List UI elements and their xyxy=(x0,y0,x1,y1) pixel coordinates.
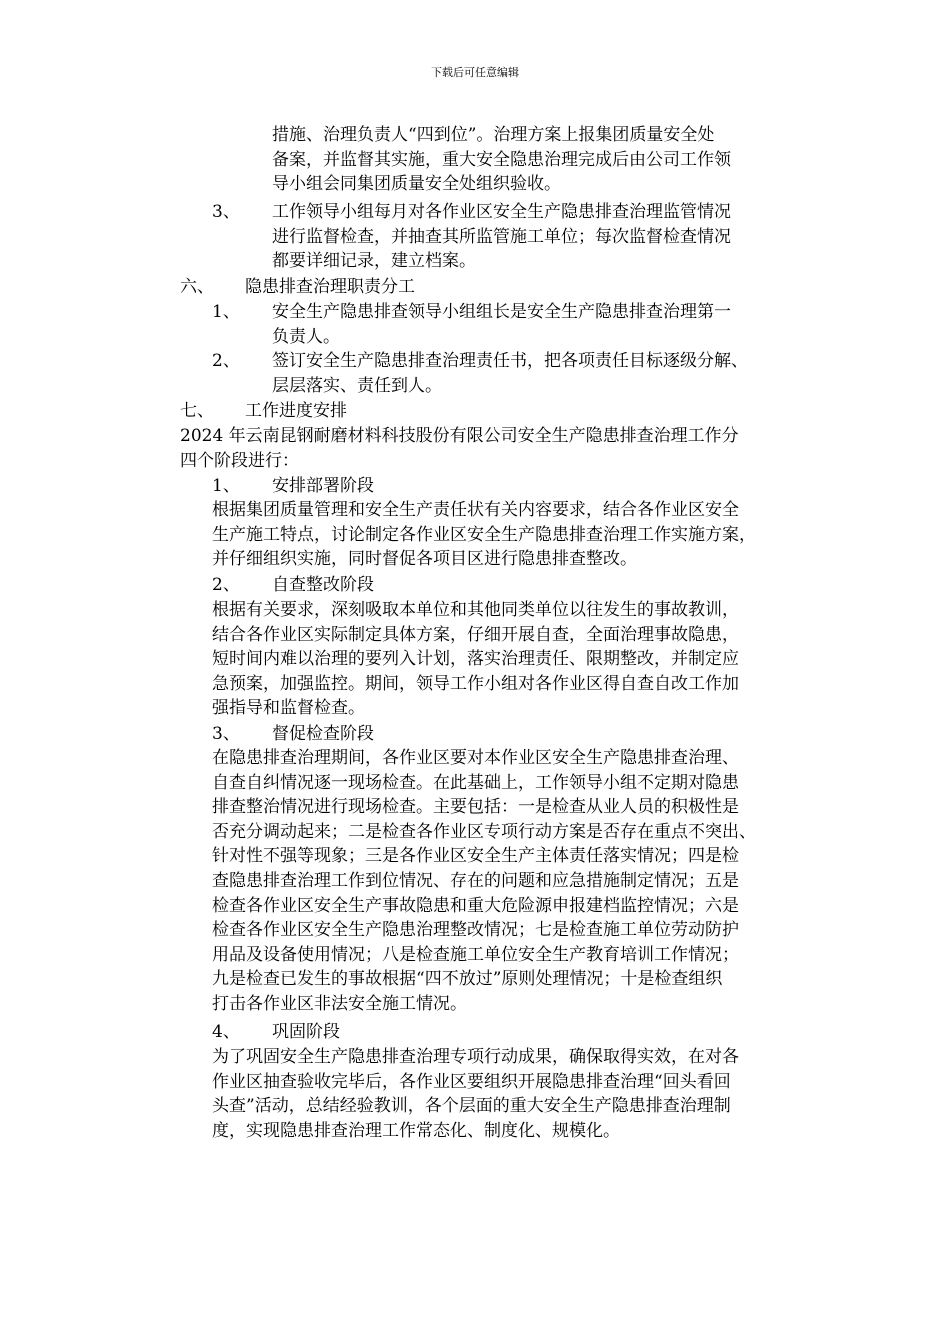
text-line: 为了巩固安全生产隐患排查治理专项行动成果，确保取得实效，在对各 xyxy=(212,1047,739,1067)
section-number: 六、 xyxy=(180,277,214,297)
text-line: 导小组会同集团质量安全处组织验收。 xyxy=(272,174,561,195)
section-title: 隐患排查治理职责分工 xyxy=(245,277,415,297)
stage-title: 自查整改阶段 xyxy=(272,575,374,595)
list-number: 3、 xyxy=(212,202,240,222)
list-item-continuation xyxy=(272,123,731,197)
text-line: 自查自纠情况逐一现场检查。在此基础上，工作领导小组不定期对隐患 xyxy=(212,772,739,793)
stage-title: 安排部署阶段 xyxy=(272,476,374,496)
text-line: 工作领导小组每月对各作业区安全生产隐患排查治理监管情况 xyxy=(272,202,731,222)
text-line: 查隐患排查治理工作到位情况、存在的问题和应急措施制定情况；五是 xyxy=(212,870,739,891)
text-line: 作业区抽查验收完毕后，各作业区要组织开展隐患排查治理“回头看回 xyxy=(212,1071,731,1092)
text-line: 打击各作业区非法安全施工情况。 xyxy=(212,993,467,1014)
intro-paragraph xyxy=(180,424,739,473)
stage-title: 督促检查阶段 xyxy=(272,724,374,744)
text-line: 措施、治理负责人“四到位”。治理方案上报集团质量安全处 xyxy=(272,125,715,145)
stage-paragraph-4 xyxy=(212,1045,739,1143)
stage-paragraph-3 xyxy=(212,746,756,1017)
stage-paragraph-1 xyxy=(212,498,756,572)
text-line: 生产施工特点，讨论制定各作业区安全生产隐患排查治理工作实施方案， xyxy=(212,524,756,545)
text-line: 排查整治情况进行现场检查。主要包括：一是检查从业人员的积极性是 xyxy=(212,797,739,818)
stage-number: 4、 xyxy=(212,1022,240,1042)
section-title: 工作进度安排 xyxy=(245,401,347,421)
list-item-1 xyxy=(212,300,731,349)
text-line: 签订安全生产隐患排查治理责任书，把各项责任目标逐级分解、 xyxy=(272,351,748,371)
text-line: 结合各作业区实际制定具体方案，仔细开展自查，全面治理事故隐患， xyxy=(212,624,739,645)
text-line: 检查各作业区安全生产事故隐患和重大危险源申报建档监控情况；六是 xyxy=(212,895,739,916)
text-line: 短时间内难以治理的要列入计划，落实治理责任、限期整改，并制定应 xyxy=(212,649,739,670)
text-line: 度，实现隐患排查治理工作常态化、制度化、规模化。 xyxy=(212,1120,620,1141)
stage-paragraph-2 xyxy=(212,598,739,721)
list-number: 1、 xyxy=(212,302,240,322)
list-item-3 xyxy=(212,200,731,274)
list-number: 2、 xyxy=(212,351,240,371)
text-line: 2024 年云南昆钢耐磨材料科技股份有限公司安全生产隐患排查治理工作分 xyxy=(180,426,739,446)
text-line: 否充分调动起来；二是检查各作业区专项行动方案是否存在重点不突出、 xyxy=(212,821,756,842)
section-number: 七、 xyxy=(180,401,214,421)
text-line: 急预案，加强监控。期间，领导工作小组对各作业区得自查自改工作加 xyxy=(212,673,739,694)
text-line: 层层落实、责任到人。 xyxy=(272,375,442,396)
stage-number: 3、 xyxy=(212,724,240,744)
text-line: 检查各作业区安全生产隐患治理整改情况；七是检查施工单位劳动防护 xyxy=(212,920,739,941)
stage-title: 巩固阶段 xyxy=(272,1022,340,1042)
list-item-2 xyxy=(212,349,748,398)
text-line: 在隐患排查治理期间，各作业区要对本作业区安全生产隐患排查治理、 xyxy=(212,748,739,768)
text-line: 根据有关要求，深刻吸取本单位和其他同类单位以往发生的事故教训， xyxy=(212,600,739,620)
text-line: 都要详细记录，建立档案。 xyxy=(272,251,476,272)
text-line: 进行监督检查，并抽查其所监管施工单位；每次监督检查情况 xyxy=(272,226,731,247)
page-header: 下载后可任意编辑 xyxy=(431,66,519,79)
text-line: 强指导和监督检查。 xyxy=(212,698,365,719)
text-line: 备案，并监督其实施，重大安全隐患治理完成后由公司工作领 xyxy=(272,149,731,170)
text-line: 针对性不强等现象；三是各作业区安全生产主体责任落实情况；四是检 xyxy=(212,846,739,867)
text-line: 根据集团质量管理和安全生产责任状有关内容要求，结合各作业区安全 xyxy=(212,500,739,520)
text-line: 九是检查已发生的事故根据“四不放过”原则处理情况；十是检查组织 xyxy=(212,969,723,990)
text-line: 头查”活动，总结经验教训，各个层面的重大安全生产隐患排查治理制 xyxy=(212,1096,731,1117)
stage-number: 1、 xyxy=(212,476,240,496)
text-line: 用品及设备使用情况；八是检查施工单位安全生产教育培训工作情况； xyxy=(212,944,739,965)
text-line: 负责人。 xyxy=(272,326,340,347)
text-line: 并仔细组织实施，同时督促各项目区进行隐患排查整改。 xyxy=(212,549,637,570)
text-line: 四个阶段进行： xyxy=(180,450,299,471)
stage-number: 2、 xyxy=(212,575,240,595)
text-line: 安全生产隐患排查领导小组组长是安全生产隐患排查治理第一 xyxy=(272,302,731,322)
